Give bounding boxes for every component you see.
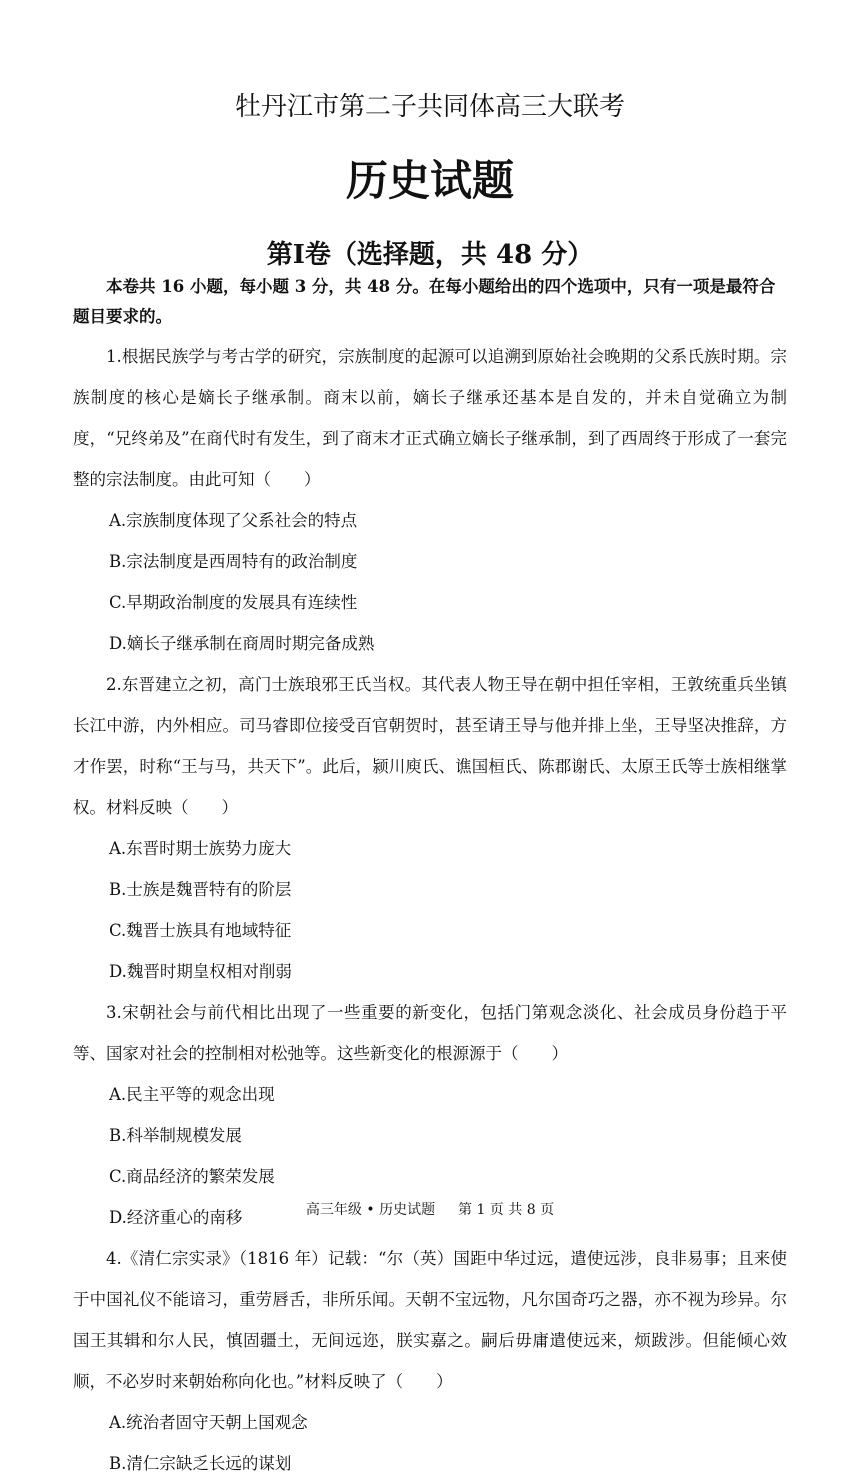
option-a: A.东晋时期士族势力庞大 xyxy=(109,839,292,858)
exam-organization-title: 牡丹江市第二子共同体高三大联考 xyxy=(234,92,625,122)
section-title: 第Ⅰ卷（选择题，共 48 分） xyxy=(266,240,594,270)
option-b: B.士族是魏晋特有的阶层 xyxy=(109,880,292,899)
option-d: D.嫡长子继承制在商周时期完备成熟 xyxy=(109,634,375,653)
section-instructions: 本卷共 16 小题，每小题 3 分，共 48 分。在每小题给出的四个选项中，只有一项是最符合题目要求的。 xyxy=(73,277,776,326)
question-stem: 1.根据民族学与考古学的研究，宗族制度的起源可以追溯到原始社会晚期的父系氏族时期。宗族制度的核心是嫡长子继承制。商末以前，嫡长子继承还基本是自发的，并未自觉确立为制度，“兄终弟及”在商代时有发生，到了商末才正式确立嫡长子继承制，到了西周终于形成了一套完整的宗法制度。由此可知（ ） xyxy=(73,347,787,489)
question-options xyxy=(73,828,787,992)
option-a: A.统治者固守天朝上国观念 xyxy=(109,1413,308,1432)
question-options xyxy=(73,500,787,664)
question-1 xyxy=(73,336,787,664)
footer-page-number: 第 1 页 共 8 页 xyxy=(458,1202,555,1218)
option-c: C.商品经济的繁荣发展 xyxy=(109,1167,275,1186)
option-c: C.魏晋士族具有地域特征 xyxy=(109,921,292,940)
question-options xyxy=(73,1402,787,1484)
option-a: A.宗族制度体现了父系社会的特点 xyxy=(109,511,358,530)
question-4 xyxy=(73,1238,787,1484)
option-b: B.科举制规模发展 xyxy=(109,1126,242,1145)
question-2 xyxy=(73,664,787,992)
option-d: D.经济重心的南移 xyxy=(109,1208,243,1227)
question-stem: 3.宋朝社会与前代相比出现了一些重要的新变化，包括门第观念淡化、社会成员身份趋于平等、国家对社会的控制相对松弛等。这些新变化的根源源于（ ） xyxy=(73,1003,787,1063)
question-content xyxy=(73,272,787,1484)
exam-subject-title: 历史试题 xyxy=(345,156,514,205)
question-stem: 2.东晋建立之初，高门士族琅邪王氏当权。其代表人物王导在朝中担任宰相，王敦统重兵坐镇长江中游，内外相应。司马睿即位接受百官朝贺时，甚至请王导与他并排上坐，王导坚决推辞，方才作罢，时称“王与马，共天下”。此后，颍川庾氏、谯国桓氏、陈郡谢氏、太原王氏等士族相继掌权。材料反映（ ） xyxy=(73,675,787,817)
option-b: B.宗法制度是西周特有的政治制度 xyxy=(109,552,358,571)
footer-grade-subject: 高三年级 • 历史试题 xyxy=(305,1202,436,1218)
option-c: C.早期政治制度的发展具有连续性 xyxy=(109,593,358,612)
option-a: A.民主平等的观念出现 xyxy=(109,1085,275,1104)
option-d: D.魏晋时期皇权相对削弱 xyxy=(109,962,292,981)
question-stem: 4.《清仁宗实录》（1816 年）记载：“尔（英）国距中华过远，遣使远涉，良非易事；且来使于中国礼仪不能谙习，重劳唇舌，非所乐闻。天朝不宝远物，凡尔国奇巧之器，亦不视为珍异。尔国王其辑和尔人民，慎固疆土，无间远迩，朕实嘉之。嗣后毋庸遣使远来，烦跋涉。但能倾心效顺，不必岁时来朝始称向化也。”材料反映了（ ） xyxy=(73,1249,787,1391)
page-footer xyxy=(0,1199,860,1219)
option-b: B.清仁宗缺乏长远的谋划 xyxy=(109,1454,292,1473)
